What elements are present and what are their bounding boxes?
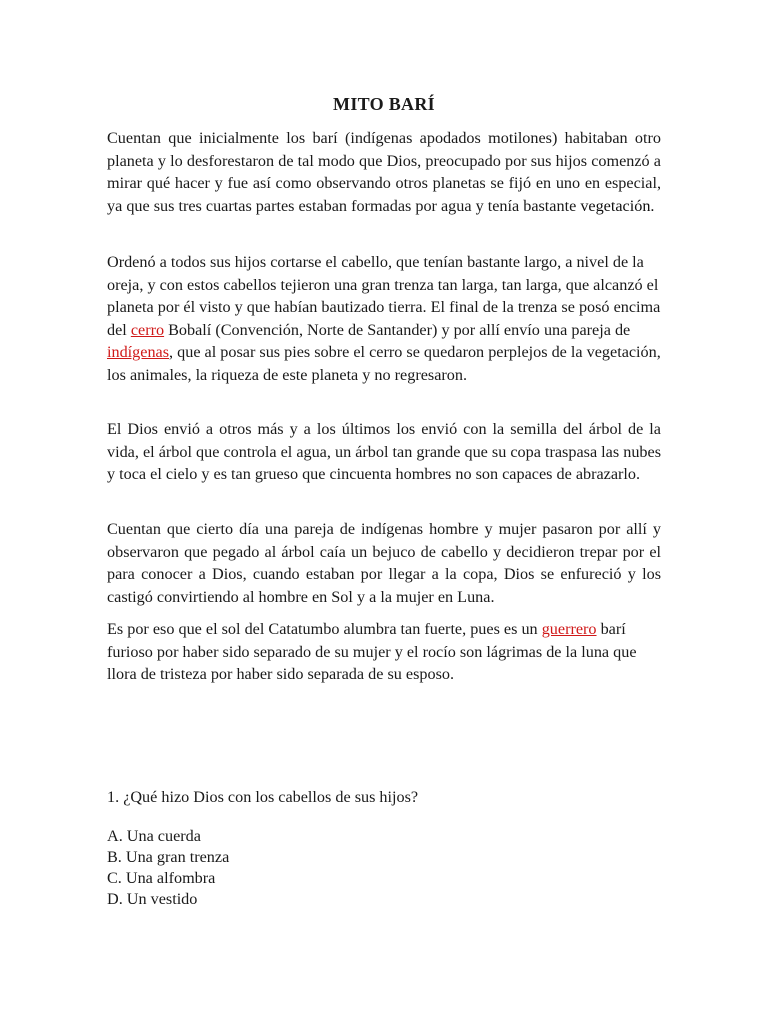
- quiz-options: [107, 826, 229, 910]
- paragraph-5-text-1: Es por eso que el sol del Catatumbo alumbra tan fuerte, pues es un: [107, 620, 542, 638]
- quiz-question: 1. ¿Qué hizo Dios con los cabellos de sus hijos?: [107, 788, 419, 806]
- quiz-option-d: D. Un vestido: [107, 890, 198, 908]
- paragraph-2-text-1: Ordenó a todos sus hijos cortarse el cabello, que tenían bastante largo, a nivel de la oreja, y con estos cabellos tejieron una gran trenza tan larga, tan larga, que alcanzó el planeta por él visto y que habían bautizado tierra. El final de la trenza se posó encima del: [107, 253, 661, 339]
- paragraph-5-text-2: barí furioso por haber sido separado de su mujer y el rocío son lágrimas de la luna que llora de tristeza por haber sido separada de su esposo.: [107, 620, 637, 683]
- indigenas-link[interactable]: indígenas: [107, 343, 170, 361]
- paragraph-1: [107, 127, 661, 217]
- paragraph-5: [107, 618, 661, 686]
- paragraph-2-text-3: , que al posar sus pies sobre el cerro se quedaron perplejos de la vegetación, los animales, la riqueza de este planeta y no regresaron.: [107, 343, 661, 384]
- cerro-link[interactable]: cerro: [130, 320, 165, 339]
- paragraph-4: Cuentan que cierto día una pareja de indígenas hombre y mujer pasaron por allí y observaron que pegado al árbol caía un bejuco de cabello y decidieron trepar por el para conocer a Dios, cuando estaban por llegar a la copa, Dios se enfureció y los castigó convirtiendo al hombre en Sol y a la mujer en Luna.: [107, 520, 661, 606]
- paragraph-2-text-2: Bobalí (Convención, Norte de Santander) y por allí envío una pareja de: [164, 320, 631, 339]
- paragraph-3: El Dios envió a otros más y a los últimos los envió con la semilla del árbol de la vida, el árbol que controla el agua, un árbol tan grande que su copa traspasa las nubes y toca el cielo y es tan grueso que cincuenta hombres no son capaces de abrazarlo.: [107, 420, 661, 483]
- guerrero-link[interactable]: guerrero: [541, 620, 597, 638]
- paragraph-2: [107, 251, 661, 386]
- quiz-option-a: A. Una cuerda: [107, 827, 201, 845]
- document-title: MITO BARÍ: [333, 94, 435, 114]
- quiz-option-b: B. Una gran trenza: [107, 848, 230, 866]
- vegetacion-word: vegetación.: [580, 196, 655, 215]
- quiz-option-c: C. Una alfombra: [107, 869, 216, 887]
- paragraph-1-text: Cuentan que inicialmente los barí (indígenas apodados motilones) habitaban otro planeta y lo desforestaron de tal modo que Dios, preocupado por sus hijos comenzó a mirar qué hacer y fue así como observando otros planetas se fijó en uno en especial, ya que sus tres cuartas partes estaban formadas por agua y tenía bastante: [107, 129, 661, 215]
